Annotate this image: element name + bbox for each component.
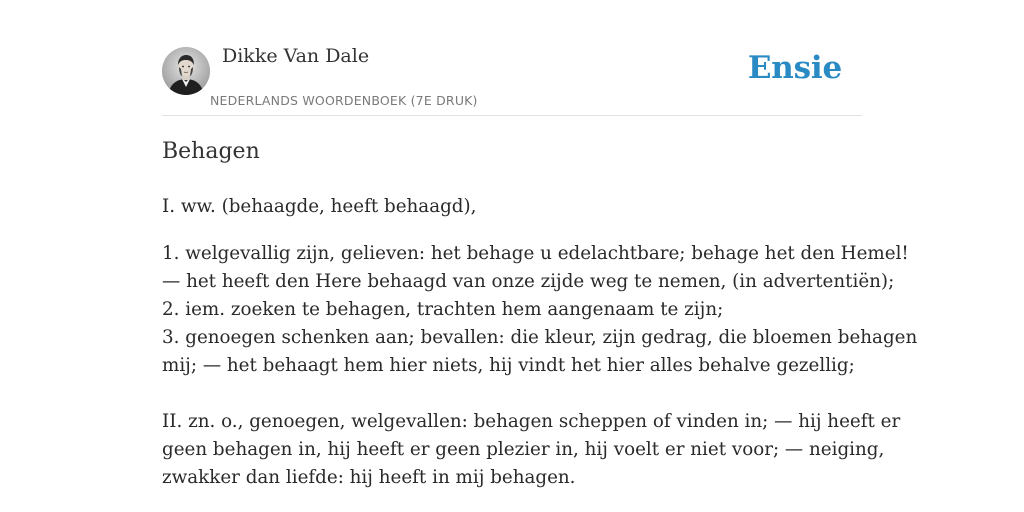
entry-title: Behagen [162, 139, 260, 164]
noun-definition-line: zwakker dan liefde: hij heeft in mij behagen. [162, 467, 576, 488]
grammar-line: I. ww. (behaagde, heeft behaagd), [162, 196, 477, 217]
definition-line: 1. welgevallig zijn, gelieven: het behage u edelachtbare; behage het den Hemel! [162, 243, 909, 264]
definition-line: — het heeft den Here behaagd van onze zijde weg te nemen, (in advertentiën); [162, 271, 895, 292]
source-label[interactable]: NEDERLANDS WOORDENBOEK (7E DRUK) [210, 93, 478, 108]
brand-logo[interactable]: Ensie [747, 50, 842, 86]
spacer [162, 380, 862, 408]
definition-line: 3. genoegen schenken aan; bevallen: die kleur, zijn gedrag, die bloemen behagen [162, 327, 918, 348]
author-name[interactable]: Dikke Van Dale [222, 45, 370, 67]
noun-definition-line: II. zn. o., genoegen, welgevallen: behagen scheppen of vinden in; — hij heeft er [162, 411, 901, 432]
definition-line: 2. iem. zoeken te behagen, trachten hem aangenaam te zijn; [162, 299, 724, 320]
noun-definition-line: geen behagen in, hij heeft er geen plezier in, hij voelt er niet voor; — neiging, [162, 439, 885, 460]
definition-line: mij; — het behaagt hem hier niets, hij vindt het hier alles behalve gezellig; [162, 355, 855, 376]
entry-body [162, 193, 918, 492]
site-header [162, 44, 862, 116]
portrait-avatar-icon[interactable] [162, 47, 210, 95]
